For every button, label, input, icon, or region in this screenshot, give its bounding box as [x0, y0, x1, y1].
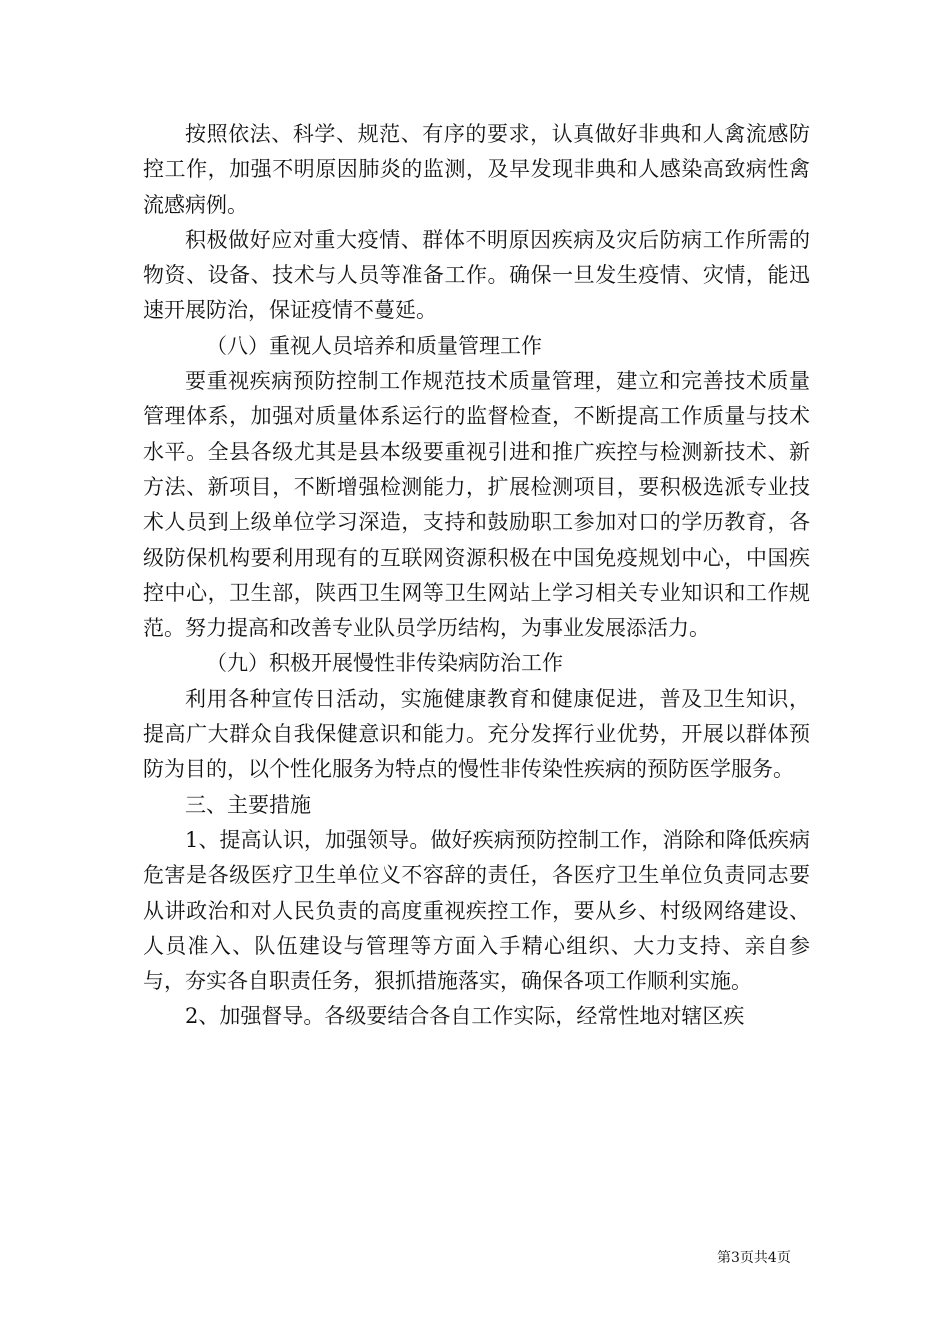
page-number: 第3页共4页 — [717, 1250, 791, 1266]
paragraph: 利用各种宣传日活动，实施健康教育和健康促进，普及卫生知识，提高广大群众自我保健意识和能力。充分发挥行业优势，开展以群体预防为目的，以个性化服务为特点的慢性非传染性疾病的预防医学服务。 — [143, 686, 810, 782]
paragraph: 2、加强督导。各级要结合各自工作实际，经常性地对辖区疾 — [185, 1004, 745, 1029]
paragraph: 积极做好应对重大疫情、群体不明原因疾病及灾后防病工作所需的物资、设备、技术与人员等准备工作。确保一旦发生疫情、灾情，能迅速开展防治，保证疫情不蔓延。 — [143, 227, 810, 323]
paragraph: 1、提高认识，加强领导。做好疾病预防控制工作，消除和降低疾病危害是各级医疗卫生单位义不容辞的责任，各医疗卫生单位负责同志要从讲政治和对人民负责的高度重视疾控工作，要从乡、村级网络建设、人员准入、队伍建设与管理等方面入手精心组织、大力支持、亲自参与，夯实各自职责任务，狠抓措施落实，确保各项工作顺利实施。 — [143, 827, 810, 994]
paragraph: 要重视疾病预防控制工作规范技术质量管理，建立和完善技术质量管理体系，加强对质量体系运行的监督检查，不断提高工作质量与技术水平。全县各级尤其是县本级要重视引进和推广疾控与检测新技术、新方法、新项目，不断增强检测能力，扩展检测项目，要积极选派专业技术人员到上级单位学习深造，支持和鼓励职工参加对口的学历教育，各级防保机构要利用现有的互联网资源积极在中国免疫规划中心，中国疾控中心，卫生部，陕西卫生网等卫生网站上学习相关专业知识和工作规范。努力提高和改善专业队员学历结构，为事业发展添活力。 — [143, 369, 810, 641]
paragraph: 按照依法、科学、规范、有序的要求，认真做好非典和人禽流感防控工作，加强不明原因肺炎的监测，及早发现非典和人感染高致病性禽流感病例。 — [143, 122, 810, 217]
section-title: 三、主要措施 — [185, 792, 311, 817]
document-body — [143, 117, 810, 1035]
section-heading: （八）重视人员培养和质量管理工作 — [206, 333, 542, 358]
section-heading: （九）积极开展慢性非传染病防治工作 — [206, 651, 563, 676]
